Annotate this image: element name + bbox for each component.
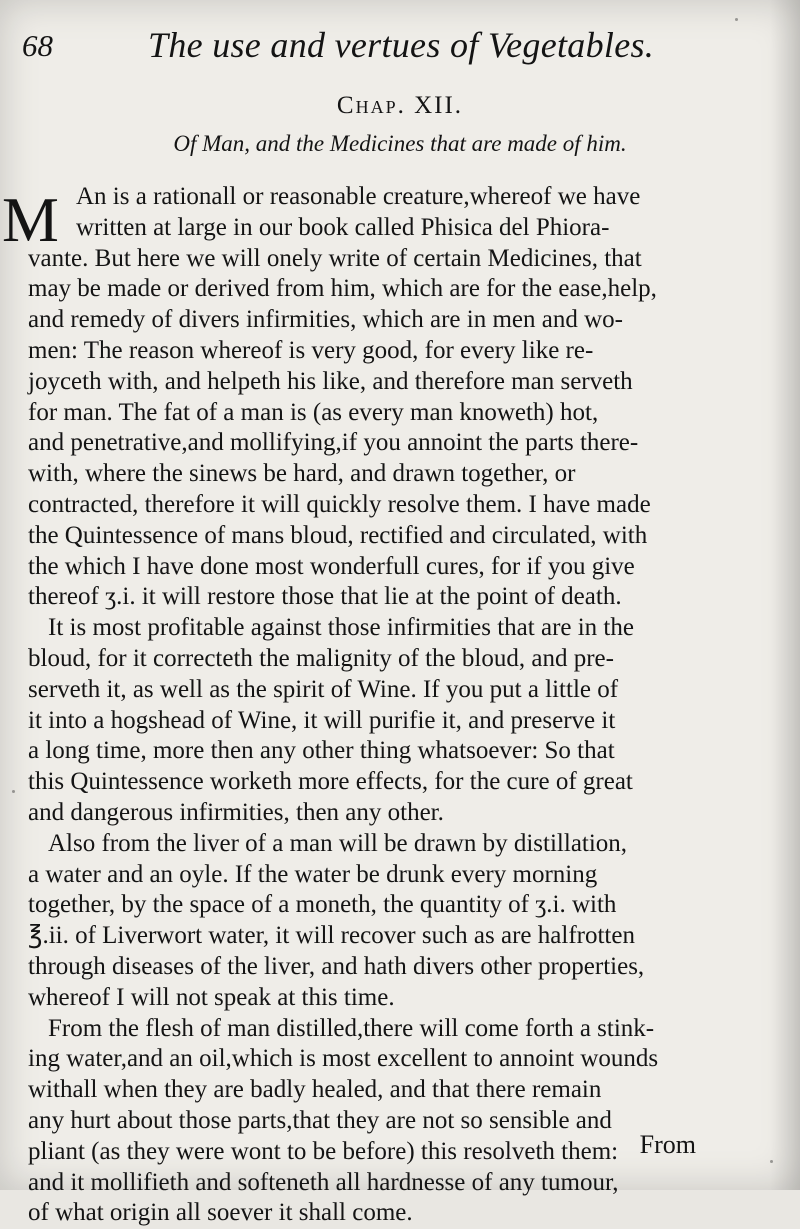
page-number: 68 xyxy=(22,28,53,63)
text-line: the Quintessence of mans bloud, rectified and circulated, with xyxy=(28,521,648,549)
text-line: An is a rationall or reasonable creature,whereof we have xyxy=(76,183,641,210)
text-line: and remedy of divers infirmities, which are in men and wo- xyxy=(28,306,623,334)
running-head xyxy=(22,20,762,64)
text-line: It is most profitable against those infirmities that are in the xyxy=(48,614,634,642)
page-edge-shadow xyxy=(770,0,800,1190)
text-line: men: The reason whereof is very good, for every like re- xyxy=(28,336,594,364)
text-line: for man. The fat of a man is (as every man knoweth) hot, xyxy=(28,398,599,426)
running-title: The use and vertues of Vegetables. xyxy=(148,25,655,65)
text-line: pliant (as they were wont to be before) this resolveth them: xyxy=(28,1137,619,1165)
text-line: joyceth with, and helpeth his like, and therefore man serveth xyxy=(28,367,633,395)
text-line: ℥.ii. of Liverwort water, it will recover such as are halfrotten xyxy=(28,922,635,950)
text-line: and dangerous infirmities, then any other. xyxy=(28,798,444,826)
text-line: it into a hogshead of Wine, it will purifie it, and preserve it xyxy=(28,706,616,734)
catchword: From xyxy=(639,1130,696,1159)
text-line: vante. But here we will onely write of certain Medicines, that xyxy=(28,244,642,272)
text-line: and penetrative,and mollifying,if you annoint the parts there- xyxy=(28,429,639,457)
text-line: Also from the liver of a man will be drawn by distillation, xyxy=(48,829,628,857)
text-line: and it mollifieth and softeneth all hardnesse of any tumour, xyxy=(28,1168,619,1196)
text-line: written at large in our book called Phisica del Phiora- xyxy=(76,213,610,241)
text-line: serveth it, as well as the spirit of Wine. If you put a little of xyxy=(28,675,619,703)
text-line: ing water,and an oil,which is most excellent to annoint wounds xyxy=(28,1045,659,1073)
text-line: From the flesh of man distilled,there will come forth a stink- xyxy=(48,1014,655,1042)
chapter-subtitle: Of Man, and the Medicines that are made of him. xyxy=(173,131,627,156)
body-text xyxy=(28,182,700,1229)
text-line: bloud, for it correcteth the malignity of the bloud, and pre- xyxy=(28,644,614,672)
text-line: thereof ʒ.i. it will restore those that lie at the point of death. xyxy=(28,583,622,611)
ink-speck xyxy=(770,1160,773,1163)
text-line: any hurt about those parts,that they are not so sensible and xyxy=(28,1106,612,1134)
text-line: withall when they are badly healed, and that there remain xyxy=(28,1076,602,1104)
text-line: a long time, more then any other thing whatsoever: So that xyxy=(28,737,615,765)
chapter-heading: Chap. XII. xyxy=(336,92,464,119)
text-line: a water and an oyle. If the water be drunk every morning xyxy=(28,860,598,888)
text-line: whereof I will not speak at this time. xyxy=(28,983,395,1011)
text-line: of what origin all soever it shall come. xyxy=(28,1199,413,1227)
text-line: together, by the space of a moneth, the quantity of ʒ.i. with xyxy=(28,891,617,919)
ink-speck xyxy=(735,18,738,21)
text-line: this Quintessence worketh more effects, for the cure of great xyxy=(28,768,633,796)
text-line: with, where the sinews be hard, and drawn together, or xyxy=(28,460,576,488)
text-line: through diseases of the liver, and hath divers other properties, xyxy=(28,952,645,980)
drop-cap: M xyxy=(2,184,59,255)
text-line: may be made or derived from him, which are for the ease,help, xyxy=(28,275,657,303)
ink-speck xyxy=(12,790,15,793)
text-line: contracted, therefore it will quickly resolve them. I have made xyxy=(28,490,651,518)
text-line: the which I have done most wonderfull cures, for if you give xyxy=(28,552,635,580)
